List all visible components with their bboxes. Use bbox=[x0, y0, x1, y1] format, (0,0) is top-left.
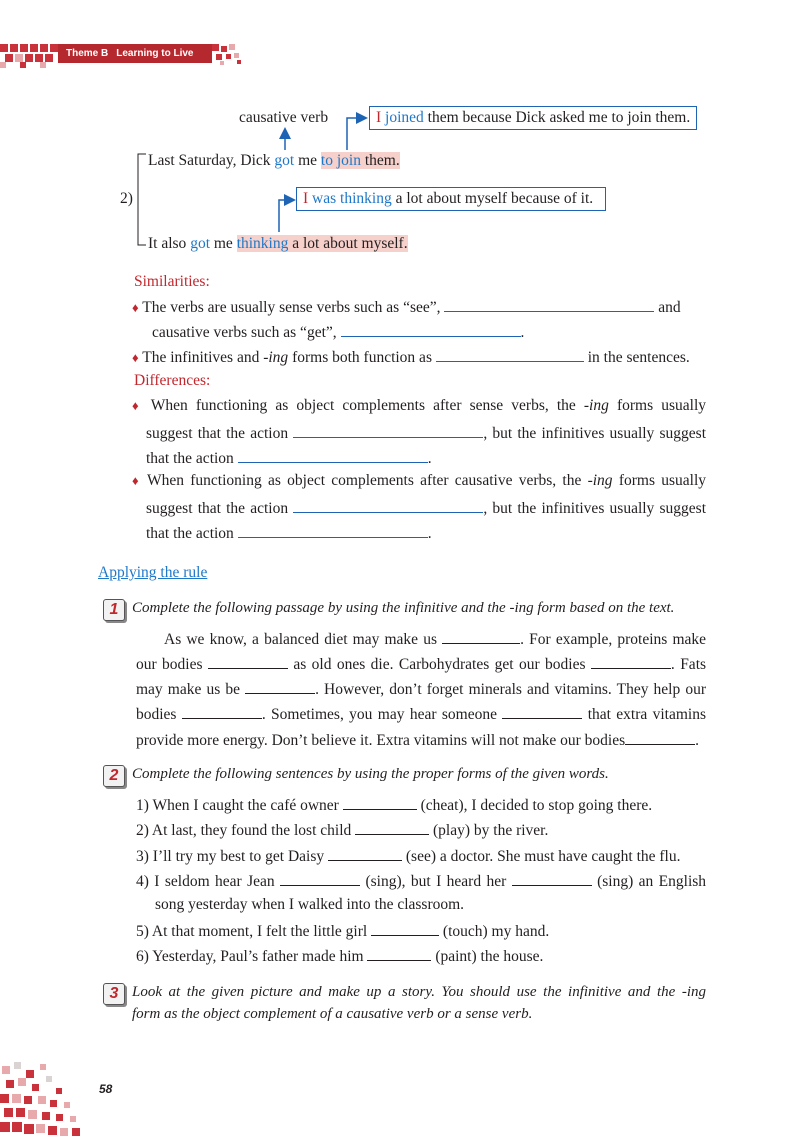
blank[interactable] bbox=[436, 347, 584, 362]
difference-2-line-2: suggest that the action , but the infinitives usually suggest bbox=[146, 500, 706, 517]
exercise-2-instruction: Complete the following sentences by using the proper forms of the given words. bbox=[132, 766, 609, 782]
applying-the-rule-heading: Applying the rule bbox=[98, 564, 208, 581]
example-sentence-2: It also got me thinking a lot about myself. bbox=[148, 235, 408, 252]
theme-label: Theme B bbox=[66, 48, 109, 59]
item-number-2: 2) bbox=[120, 190, 133, 207]
exercise-2-sentence-2: 2) At last, they found the lost child (play) by the river. bbox=[136, 822, 549, 839]
exercise-2-badge: 2 bbox=[103, 765, 125, 787]
differences-heading: Differences: bbox=[134, 372, 211, 389]
difference-2-line-1: ♦ When functioning as object complements after causative verbs, the -ing forms usually bbox=[132, 472, 706, 489]
blank[interactable] bbox=[341, 322, 521, 337]
blank[interactable] bbox=[182, 704, 262, 719]
blank[interactable] bbox=[502, 704, 582, 719]
blank[interactable] bbox=[591, 654, 671, 669]
blank[interactable] bbox=[444, 297, 654, 312]
explanation-box-joined: I joined them because Dick asked me to join them. bbox=[369, 106, 697, 130]
exercise-2-sentence-1: 1) When I caught the café owner (cheat), I decided to stop going there. bbox=[136, 797, 653, 814]
blank[interactable] bbox=[512, 871, 592, 886]
exercise-2-sentence-6: 6) Yesterday, Paul’s father made him (paint) the house. bbox=[136, 948, 544, 965]
similarity-bullet-1-line-1: ♦ The verbs are usually sense verbs such as “see”, and bbox=[132, 299, 681, 316]
blank[interactable] bbox=[371, 921, 439, 936]
exercise-1-instruction: Complete the following passage by using the infinitive and the -ing form based on the text. bbox=[132, 600, 675, 616]
blank[interactable] bbox=[293, 498, 483, 513]
causative-verb-label: causative verb bbox=[239, 109, 329, 126]
similarity-bullet-1-line-2: causative verbs such as “get”, . bbox=[152, 324, 525, 341]
exercise-2-sentence-4-line-1: 4) I seldom hear Jean (sing), but I heard her (sing) an English bbox=[136, 873, 707, 890]
exercise-2-sentence-4-line-2: song yesterday when I walked into the classroom. bbox=[155, 896, 465, 913]
exercise-3-instruction-line-2: form as the object complement of a causative verb or a sense verb. bbox=[132, 1006, 533, 1022]
blank[interactable] bbox=[245, 679, 315, 694]
exercise-3-badge: 3 bbox=[103, 983, 125, 1005]
example-sentence-1: Last Saturday, Dick got me to join them. bbox=[148, 152, 400, 169]
exercise-2-sentence-3: 3) I’ll try my best to get Daisy (see) a doctor. She must have caught the flu. bbox=[136, 848, 681, 865]
exercise-1-line-1: As we know, a balanced diet may make us . For example, proteins make bbox=[164, 631, 707, 648]
difference-1-line-1: ♦ When functioning as object complements after sense verbs, the -ing forms usually bbox=[132, 397, 707, 414]
blank[interactable] bbox=[208, 654, 288, 669]
exercise-3-instruction-line-1: Look at the given picture and make up a story. You should use the infinitive and the -ing bbox=[132, 984, 706, 1000]
blank[interactable] bbox=[625, 730, 695, 745]
similarity-bullet-2: ♦ The infinitives and -ing forms both function as in the sentences. bbox=[132, 349, 690, 366]
exercise-1-line-4: bodies . Sometimes, you may hear someone that extra vitamins bbox=[136, 706, 707, 723]
exercise-1-badge: 1 bbox=[103, 599, 125, 621]
exercise-1-line-2: our bodies as old ones die. Carbohydrates get our bodies . Fats bbox=[136, 656, 707, 673]
difference-2-line-3: that the action . bbox=[146, 525, 432, 542]
difference-1-line-2: suggest that the action , but the infinitives usually suggest bbox=[146, 425, 706, 442]
blank[interactable] bbox=[280, 871, 360, 886]
footer-pixel-decoration bbox=[0, 1060, 90, 1138]
blank[interactable] bbox=[442, 629, 520, 644]
theme-title: Learning to Live bbox=[116, 48, 194, 59]
blank[interactable] bbox=[355, 820, 429, 835]
explanation-box-thinking: I was thinking a lot about myself because of it. bbox=[296, 187, 606, 211]
exercise-1-line-5: provide more energy. Don’t believe it. Extra vitamins will not make our bodies . bbox=[136, 732, 700, 749]
exercise-2-sentence-5: 5) At that moment, I felt the little girl (touch) my hand. bbox=[136, 923, 550, 940]
blank[interactable] bbox=[328, 846, 402, 861]
blank[interactable] bbox=[367, 946, 431, 961]
blank[interactable] bbox=[293, 423, 483, 438]
blank[interactable] bbox=[238, 523, 428, 538]
page-number: 58 bbox=[99, 1082, 113, 1096]
difference-1-line-3: that the action . bbox=[146, 450, 432, 467]
diagram-arrows bbox=[0, 0, 800, 260]
blank[interactable] bbox=[343, 795, 417, 810]
blank[interactable] bbox=[238, 448, 428, 463]
similarities-heading: Similarities: bbox=[134, 273, 210, 290]
exercise-1-line-3: may make us be . However, don’t forget minerals and vitamins. They help our bbox=[136, 681, 706, 698]
